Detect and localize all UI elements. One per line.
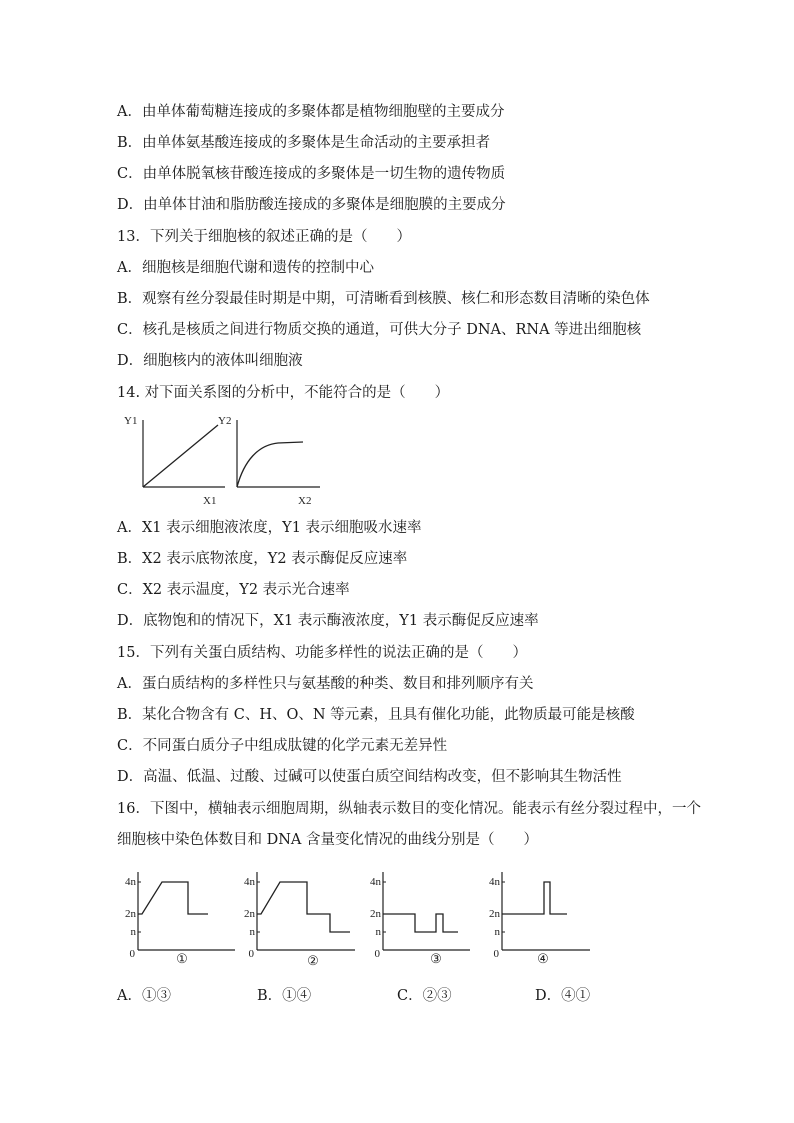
q16-graph-2-label-4n: 4n — [244, 876, 255, 888]
q16-graph-4 — [489, 872, 590, 966]
q12-option-c: C．由单体脱氧核苷酸连接成的多聚体是一切生物的遗传物质 — [117, 166, 506, 182]
q16-graph-3 — [370, 872, 470, 966]
q13-option-d: D．细胞核内的液体叫细胞液 — [117, 353, 303, 369]
q16-graph-1 — [125, 872, 235, 966]
q14-graph-1-line — [143, 425, 218, 487]
q16-stem-line-1: 16．下图中，横轴表示细胞周期，纵轴表示数目的变化情况。能表示有丝分裂过程中，一个 — [117, 801, 701, 817]
q16-graph-3-label-n: n — [375, 926, 381, 938]
q14-option-a: A．X1 表示细胞液浓度，Y1 表示细胞吸水速率 — [117, 520, 422, 536]
q12-option-a: A．由单体葡萄糖连接成的多聚体都是植物细胞壁的主要成分 — [117, 104, 505, 120]
q16-graph-4-label-2n: 2n — [489, 908, 500, 920]
q16-graph-1-curve — [138, 882, 208, 914]
q16-figure — [110, 865, 600, 970]
q15-option-b: B．某化合物含有 C、H、O、N 等元素，且具有催化功能，此物质最可能是核酸 — [117, 707, 635, 723]
q16-graph-2-label-n: n — [249, 926, 255, 938]
q13-option-a: A．细胞核是细胞代谢和遗传的控制中心 — [117, 260, 374, 276]
q16-graph-3-curve — [383, 914, 458, 932]
q14-graph-2-y-label: Y2 — [218, 415, 232, 427]
q12-option-d: D．由单体甘油和脂肪酸连接成的多聚体是细胞膜的主要成分 — [117, 197, 506, 213]
q16-graph-3-label-2n: 2n — [370, 908, 381, 920]
q16-graph-2 — [244, 872, 355, 968]
q15-option-d: D．高温、低温、过酸、过碱可以使蛋白质空间结构改变，但不影响其生物活性 — [117, 769, 622, 785]
q14-graph-1 — [124, 415, 225, 507]
q16-graph-2-label-2n: 2n — [244, 908, 255, 920]
q13-stem: 13．下列关于细胞核的叙述正确的是（ ） — [117, 229, 411, 245]
q13-option-c: C．核孔是核质之间进行物质交换的通道，可供大分子 DNA、RNA 等进出细胞核 — [117, 322, 642, 338]
q14-graph-2 — [218, 415, 320, 507]
q16-graph-4-caption: ④ — [537, 951, 549, 966]
q16-graph-3-caption: ③ — [430, 951, 442, 966]
q16-graph-2-curve — [257, 882, 350, 932]
q14-graph-1-x-label: X1 — [203, 495, 217, 507]
q15-stem: 15．下列有关蛋白质结构、功能多样性的说法正确的是（ ） — [117, 645, 527, 661]
q16-graph-4-label-4n: 4n — [489, 876, 500, 888]
q16-graph-4-curve — [502, 882, 567, 914]
q14-stem: 14. 对下面关系图的分析中，不能符合的是（ ） — [117, 385, 450, 401]
q15-option-c: C．不同蛋白质分子中组成肽键的化学元素无差异性 — [117, 738, 448, 754]
q16-option-d: D．④① — [535, 988, 591, 1004]
q16-graph-3-label-0: 0 — [374, 948, 380, 960]
q14-graph-2-x-label: X2 — [298, 495, 312, 507]
q16-graph-4-label-n: n — [494, 926, 500, 938]
q15-option-a: A．蛋白质结构的多样性只与氨基酸的种类、数目和排列顺序有关 — [117, 676, 534, 692]
q14-figure — [110, 405, 340, 515]
q16-graph-1-label-0: 0 — [129, 948, 135, 960]
q16-graph-2-label-0: 0 — [248, 948, 254, 960]
q16-graph-2-caption: ② — [307, 953, 319, 968]
q14-option-d: D．底物饱和的情况下，X1 表示酶液浓度，Y1 表示酶促反应速率 — [117, 613, 539, 629]
q16-graph-1-caption: ① — [176, 951, 188, 966]
q14-option-c: C．X2 表示温度，Y2 表示光合速率 — [117, 582, 350, 598]
q14-graph-2-curve — [237, 442, 303, 487]
q14-graph-1-y-label: Y1 — [124, 415, 138, 427]
q16-stem-line-2: 细胞核中染色体数目和 DNA 含量变化情况的曲线分别是（ ） — [117, 832, 539, 848]
q16-graph-4-label-0: 0 — [493, 948, 499, 960]
q16-graph-1-label-n: n — [130, 926, 136, 938]
q16-option-a: A．①③ — [117, 988, 171, 1004]
q16-graph-1-label-2n: 2n — [125, 908, 136, 920]
q16-option-b: B．①④ — [257, 988, 312, 1004]
q14-option-b: B．X2 表示底物浓度，Y2 表示酶促反应速率 — [117, 551, 408, 567]
q13-option-b: B．观察有丝分裂最佳时期是中期，可清晰看到核膜、核仁和形态数目清晰的染色体 — [117, 291, 650, 307]
q16-graph-1-label-4n: 4n — [125, 876, 136, 888]
q12-option-b: B．由单体氨基酸连接成的多聚体是生命活动的主要承担者 — [117, 135, 491, 151]
q16-graph-3-label-4n: 4n — [370, 876, 381, 888]
q16-option-c: C．②③ — [397, 988, 452, 1004]
